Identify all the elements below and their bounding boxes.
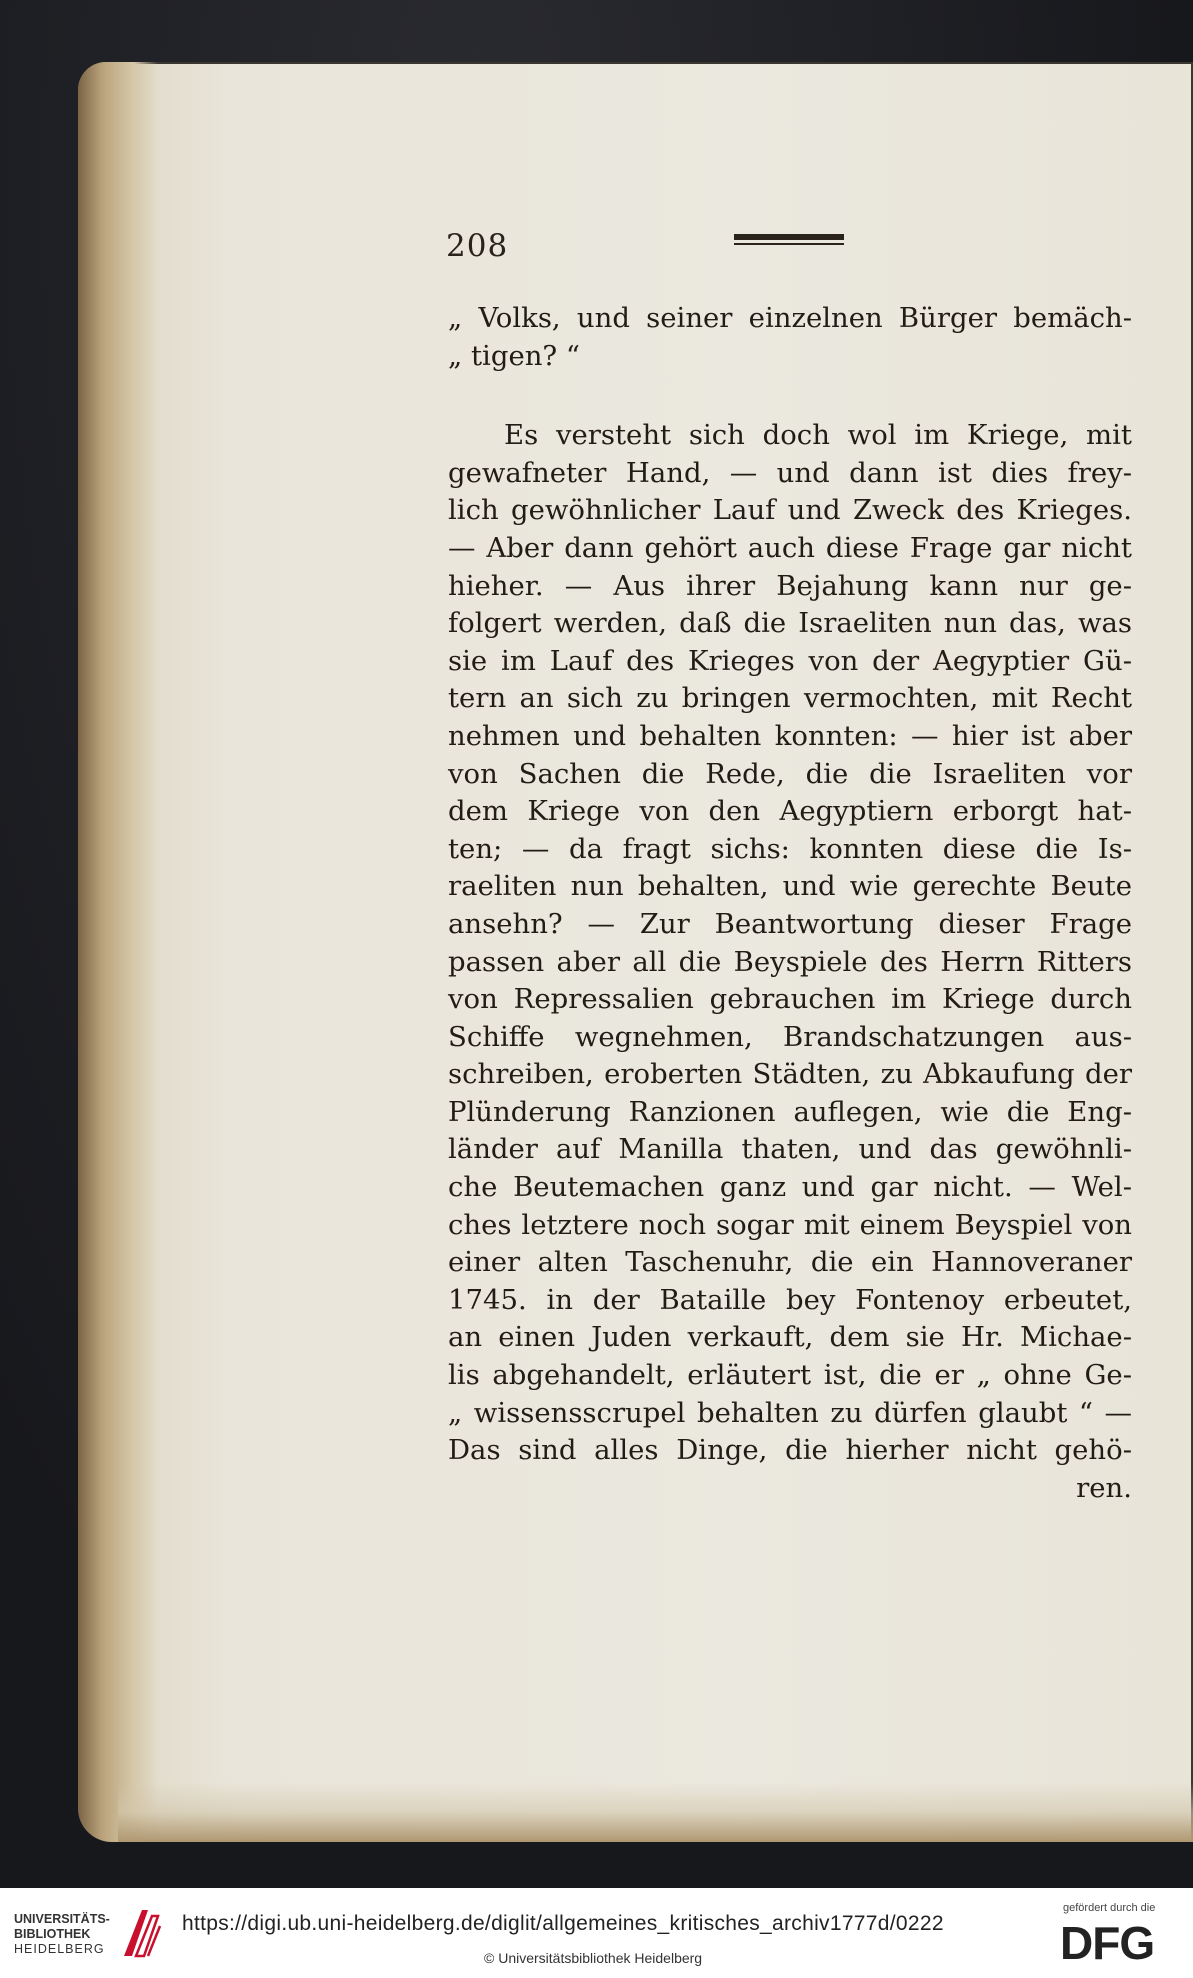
text-line: tern an sich zu bringen vermochten, mit Recht [448, 682, 1132, 715]
text-line: lich gewöhnlicher Lauf und Zweck des Krieges. [448, 494, 1132, 527]
text-line: schreiben, eroberten Städten, zu Abkaufung der [448, 1058, 1132, 1091]
text-line: raeliten nun behalten, und wie gerechte Beute [448, 870, 1132, 903]
text-line: von Sachen die Rede, die die Israeliten vor [448, 757, 1132, 790]
text-line: einer alten Taschenuhr, die ein Hannoveraner [448, 1246, 1132, 1279]
viewer-footer [0, 1888, 1193, 1978]
text-line: folgert werden, daß die Israeliten nun das, was [448, 607, 1132, 640]
library-logo-text[interactable] [14, 1912, 110, 1957]
header-ornament-rule [734, 234, 844, 248]
text-line: länder auf Manilla thaten, und das gewöhnli- [448, 1133, 1132, 1166]
text-line: gewafneter Hand, — und dann ist dies frey- [448, 456, 1132, 489]
text-line: ansehn? — Zur Beantwortung dieser Frage [448, 907, 1132, 940]
dfg-logo[interactable]: DFG [1060, 1917, 1155, 1969]
logo-line: HEIDELBERG [14, 1942, 105, 1956]
text-line: lis abgehandelt, erläutert ist, die er „ ohne Ge- [448, 1359, 1132, 1392]
text-line: ren. [1076, 1471, 1132, 1504]
logo-line: BIBLIOTHEK [14, 1927, 91, 1941]
text-line: von Repressalien gebrauchen im Kriege durch [448, 983, 1132, 1016]
funded-by-label: gefördert durch die [1063, 1902, 1156, 1914]
text-line: Das sind alles Dinge, die hierher nicht gehö- [448, 1434, 1132, 1467]
page-header [446, 228, 1146, 268]
text-line: „ wissensscrupel behalten zu dürfen glaubt “ — [448, 1396, 1132, 1429]
text-line: „ tigen? “ [448, 339, 580, 372]
text-line: sie im Lauf des Krieges von der Aegyptier Gü- [448, 644, 1132, 677]
text-line: che Beutemachen ganz und gar nicht. — Wel- [448, 1171, 1132, 1204]
text-line: Plünderung Ranzionen auflegen, wie die Eng- [448, 1095, 1132, 1128]
text-line: nehmen und behalten konnten: — hier ist aber [448, 719, 1132, 752]
page-number: 208 [446, 228, 509, 264]
logo-line: UNIVERSITÄTS- [14, 1912, 110, 1926]
permalink-url[interactable]: https://digi.ub.uni-heidelberg.de/diglit/allgemeines_kritisches_archiv1777d/0222 [182, 1912, 944, 1935]
text-line: dem Kriege von den Aegyptiern erborgt hat- [448, 795, 1132, 828]
text-line: Es versteht sich doch wol im Kriege, mit [504, 419, 1132, 452]
text-line: ches letztere noch sogar mit einem Beyspiel von [448, 1208, 1132, 1241]
text-line: hieher. — Aus ihrer Bejahung kann nur ge- [448, 569, 1132, 602]
library-logo-icon[interactable] [120, 1904, 164, 1960]
text-line: Schiffe wegnehmen, Brandschatzungen aus- [448, 1020, 1132, 1053]
text-line: passen aber all die Beyspiele des Herrn Ritters [448, 945, 1132, 978]
text-line: 1745. in der Bataille bey Fontenoy erbeutet, [448, 1283, 1132, 1316]
copyright-notice: © Universitätsbibliothek Heidelberg [484, 1950, 703, 1966]
text-line: an einen Juden verkauft, dem sie Hr. Michae- [448, 1321, 1132, 1354]
text-line: „ Volks, und seiner einzelnen Bürger bemäch- [448, 302, 1132, 334]
text-line: — Aber dann gehört auch diese Frage gar nicht [448, 531, 1132, 564]
body-text [448, 300, 1132, 1507]
text-line: ten; — da fragt sichs: konnten diese die Is- [448, 832, 1132, 865]
